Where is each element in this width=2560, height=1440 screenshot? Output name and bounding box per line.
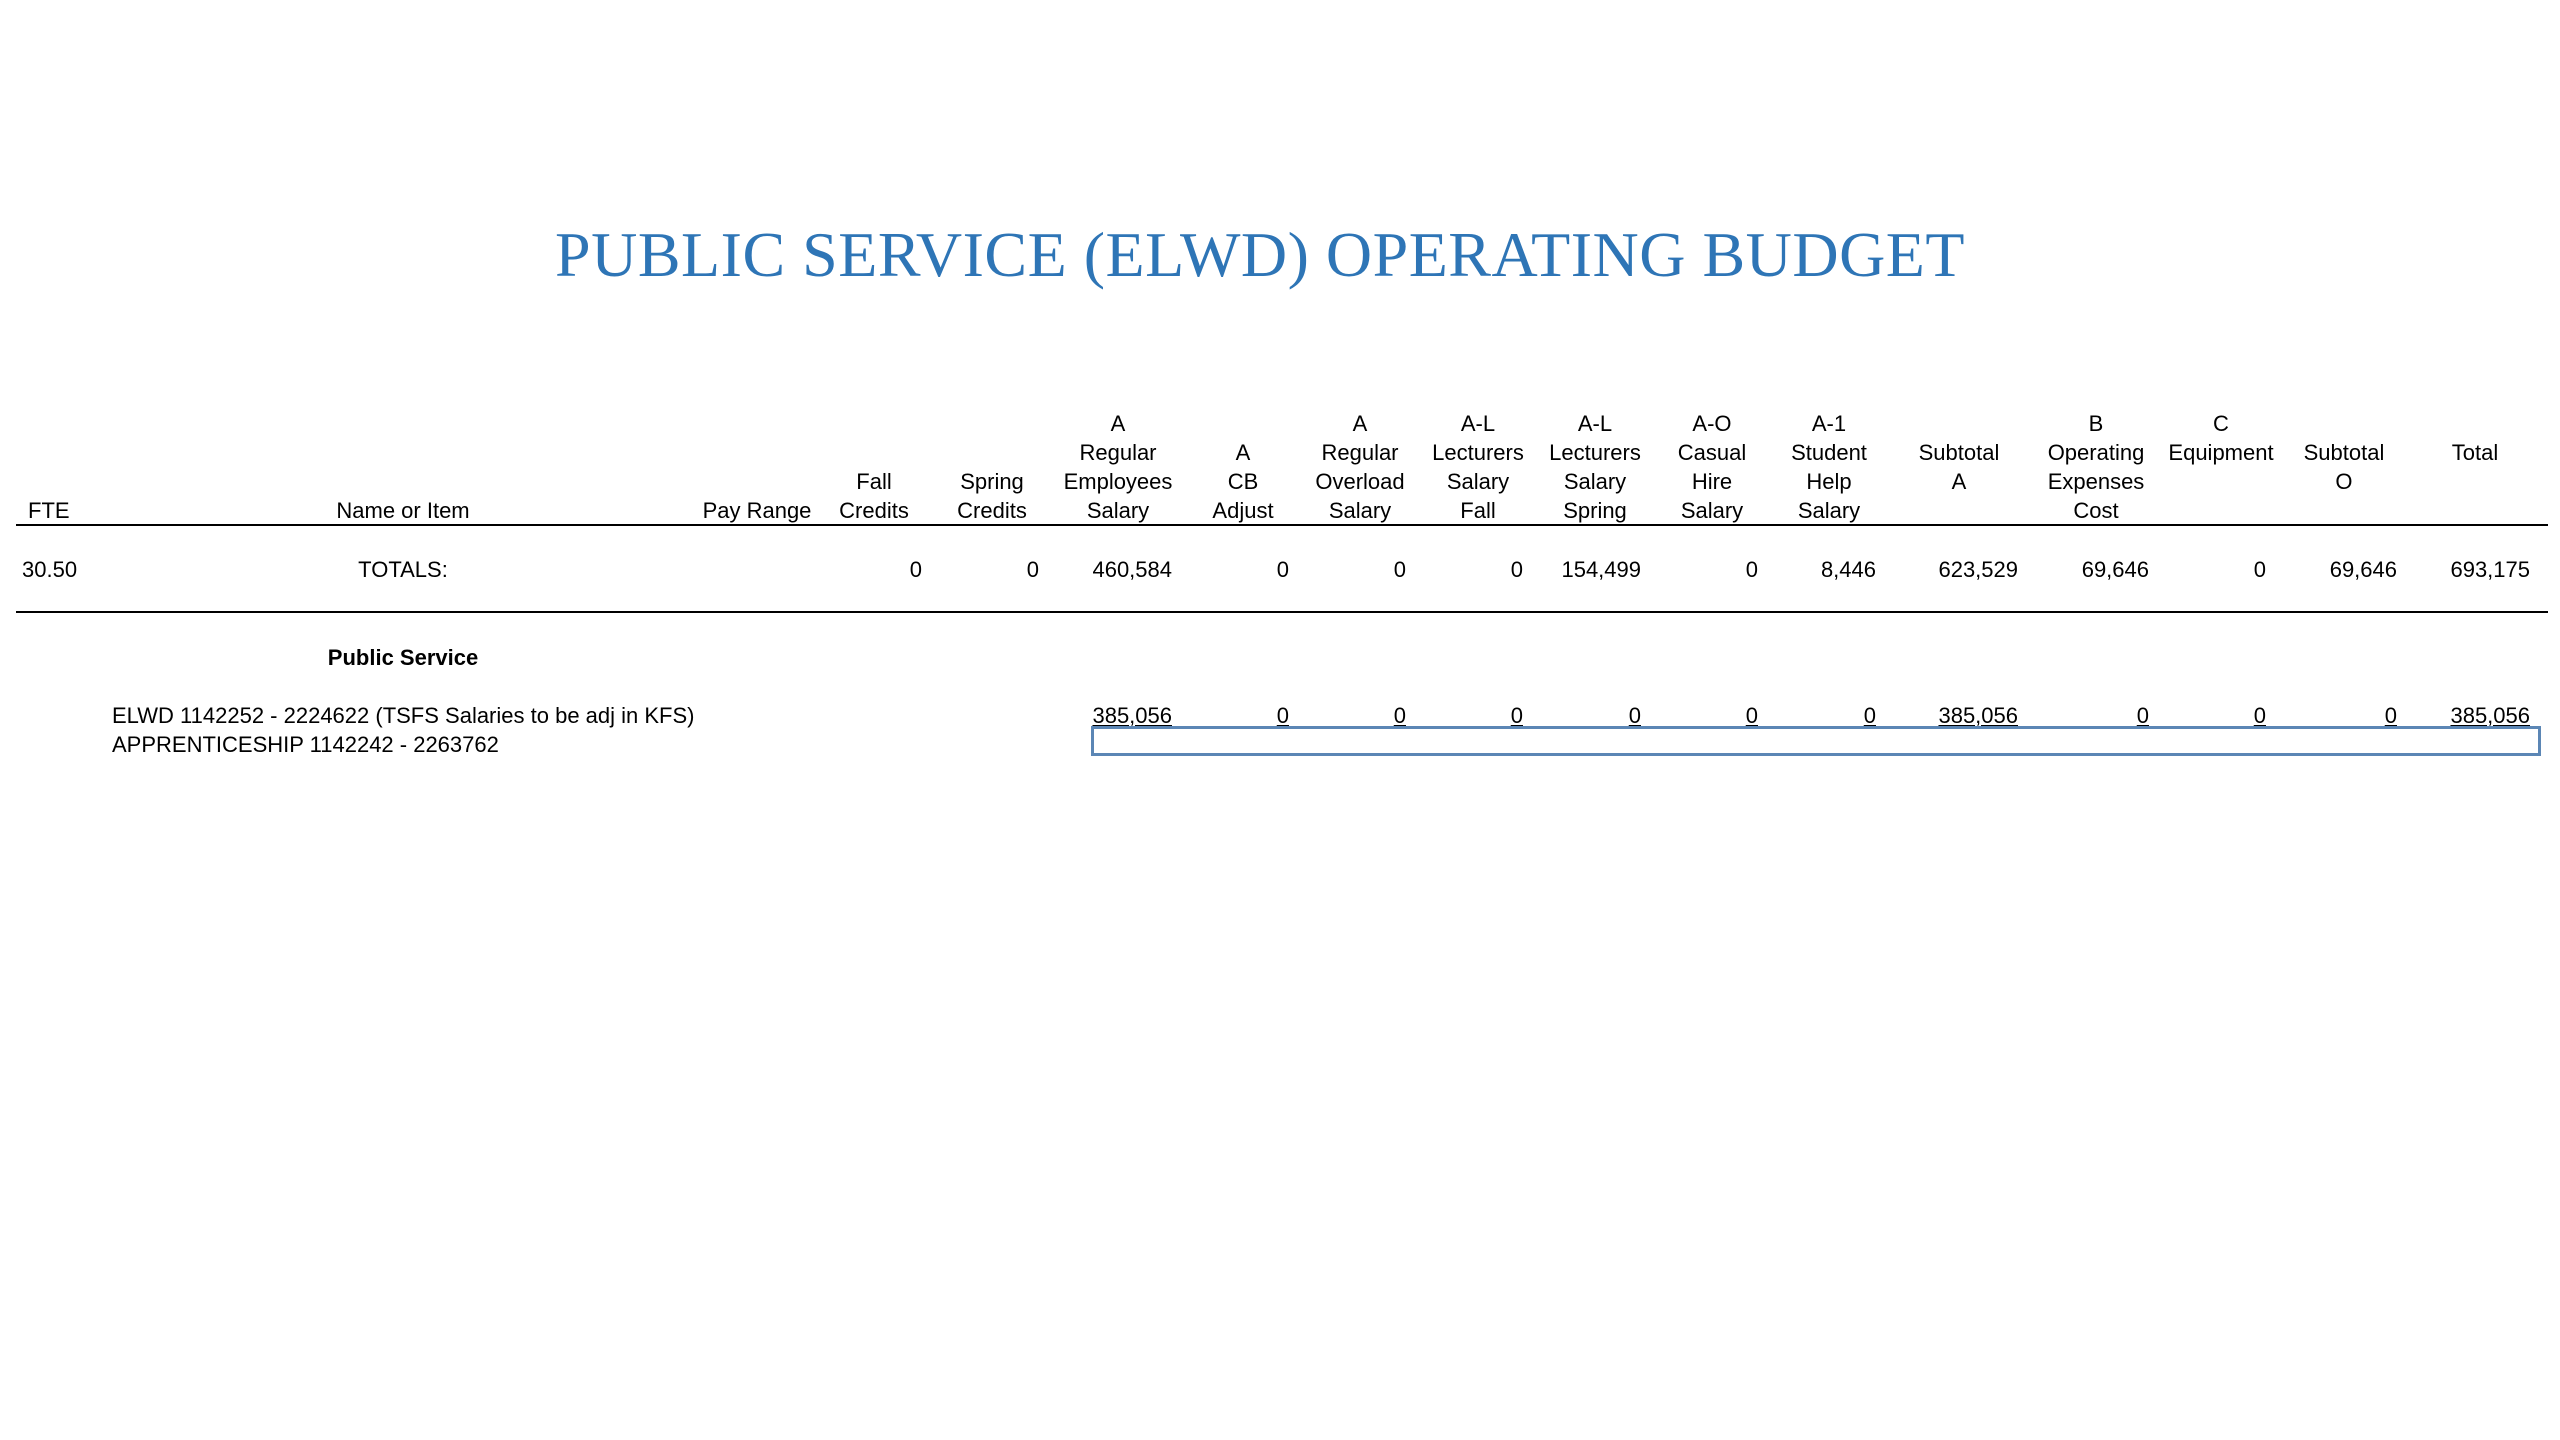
row-elwd-ao-casual[interactable]: 0	[1745, 703, 1758, 728]
totals-a1-student: 8,446	[1820, 557, 1876, 582]
row-elwd-a-overload[interactable]: 0	[1393, 703, 1406, 728]
totals-b-operating: 69,646	[2081, 557, 2149, 582]
totals-subtotal-a: 623,529	[1938, 557, 2018, 582]
header-rule	[16, 524, 2548, 526]
col-header-al-fall: A-L Lecturers Salary Fall	[1432, 411, 1524, 523]
totals-total: 693,175	[2450, 557, 2530, 582]
col-header-total: Total	[2451, 440, 2499, 465]
row-elwd-total[interactable]: 385,056	[2450, 703, 2530, 728]
totals-a-cb: 0	[1276, 557, 1289, 582]
totals-al-fall: 0	[1510, 557, 1523, 582]
selected-row-cells[interactable]	[1091, 726, 2541, 756]
col-header-name: Name or Item	[336, 498, 470, 523]
row-elwd-name: ELWD 1142252 - 2224622 (TSFS Salaries to be adj in KFS)	[112, 703, 695, 728]
col-header-c-equipment: C Equipment	[2168, 411, 2274, 465]
totals-c-equipment: 0	[2253, 557, 2266, 582]
row-elwd-al-spring[interactable]: 0	[1628, 703, 1641, 728]
col-header-subtotal-a: Subtotal A	[1918, 440, 2000, 494]
col-header-b-operating: B Operating Expenses Cost	[2047, 411, 2145, 523]
totals-a-overload: 0	[1393, 557, 1406, 582]
totals-rule	[16, 611, 2548, 613]
row-elwd-subtotal-o[interactable]: 0	[2384, 703, 2397, 728]
row-elwd-c-equipment[interactable]: 0	[2253, 703, 2266, 728]
col-header-al-spring: A-L Lecturers Salary Spring	[1549, 411, 1641, 523]
row-elwd-al-fall[interactable]: 0	[1510, 703, 1523, 728]
col-header-a1-student: A-1 Student Help Salary	[1791, 411, 1867, 523]
col-header-fte: FTE	[28, 498, 70, 523]
row-elwd-a-regular[interactable]: 385,056	[1092, 703, 1172, 728]
totals-label: TOTALS:	[358, 557, 448, 582]
col-header-ao-casual: A-O Casual Hire Salary	[1677, 411, 1747, 523]
col-header-a-regular: A Regular Employees Salary	[1063, 411, 1173, 523]
col-header-a-overload: A Regular Overload Salary	[1315, 411, 1405, 523]
totals-fte: 30.50	[22, 557, 78, 582]
col-header-subtotal-o: Subtotal O	[2303, 440, 2385, 494]
totals-ao-casual: 0	[1745, 557, 1758, 582]
row-elwd-a1-student[interactable]: 0	[1863, 703, 1876, 728]
row-elwd-a-cb[interactable]: 0	[1276, 703, 1289, 728]
section-heading: Public Service	[327, 645, 479, 670]
col-header-fall-credits: Fall Credits	[839, 469, 909, 523]
col-header-a-cb: A CB Adjust	[1212, 440, 1274, 523]
row-apprenticeship-name: APPRENTICESHIP 1142242 - 2263762	[112, 732, 499, 757]
page-title: PUBLIC SERVICE (ELWD) OPERATING BUDGET	[555, 219, 1965, 290]
totals-a-regular: 460,584	[1092, 557, 1172, 582]
row-elwd-subtotal-a[interactable]: 385,056	[1938, 703, 2018, 728]
totals-spring-credits: 0	[1026, 557, 1039, 582]
col-header-pay-range: Pay Range	[702, 498, 812, 523]
totals-subtotal-o: 69,646	[2329, 557, 2397, 582]
row-elwd-b-operating[interactable]: 0	[2136, 703, 2149, 728]
totals-al-spring: 154,499	[1561, 557, 1641, 582]
col-header-spring-credits: Spring Credits	[957, 469, 1027, 523]
totals-fall-credits: 0	[909, 557, 922, 582]
